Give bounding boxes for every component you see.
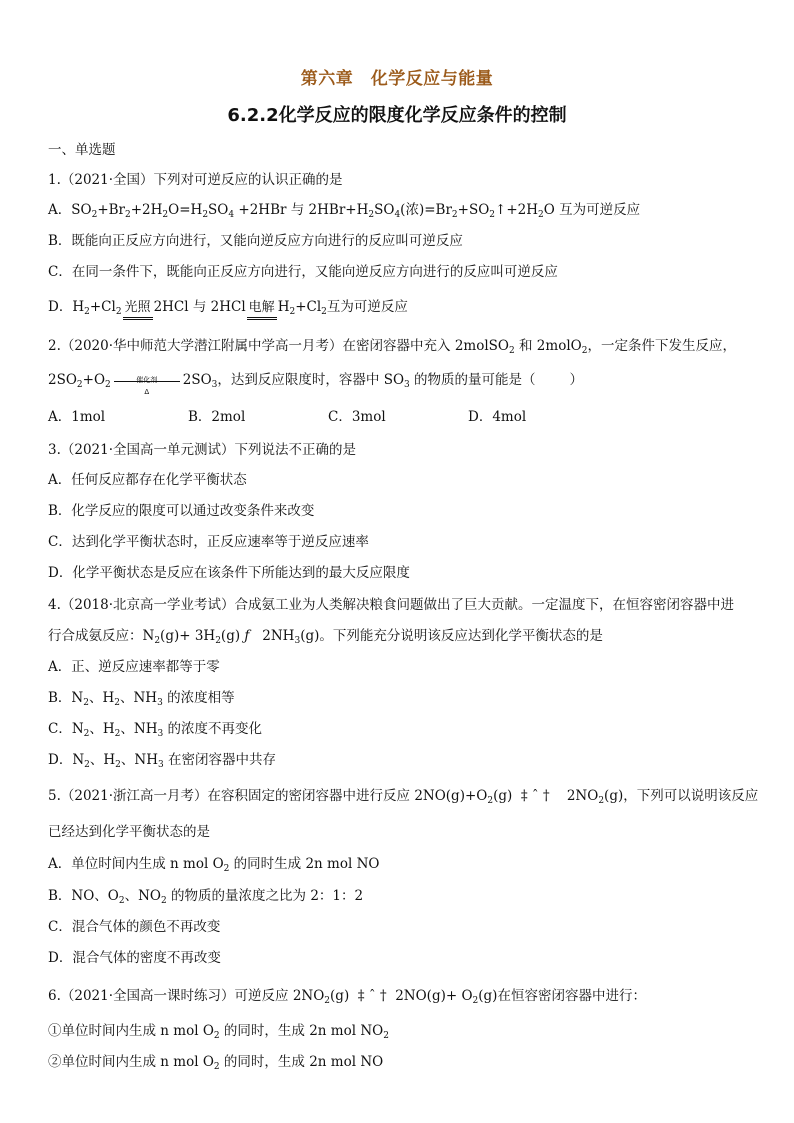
question-6-item-1: ①单位时间内生成 n mol $O_2$ 的同时，生成 2n mol $NO_2$ <box>48 1023 389 1041</box>
lesson-title: 6.2.2化学反应的限度化学反应条件的控制 <box>227 105 567 126</box>
question-1-option-b: B．既能向正反应方向进行，又能向逆反应方向进行的反应叫可逆反应 <box>48 233 463 249</box>
question-3-option-d: D．化学平衡状态是反应在该条件下所能达到的最大反应限度 <box>48 565 410 581</box>
condition-electrolysis: 电解 <box>247 298 277 318</box>
question-1-stem: 1.（2021·全国）下列对可逆反应的认识正确的是 <box>48 172 343 188</box>
question-1-option-c: C．在同一条件下，既能向正反应方向进行，又能向逆反应方向进行的反应叫可逆反应 <box>48 264 558 280</box>
question-4-stem-line1: 4.（2018·北京高一学业考试）合成氨工业为人类解决粮食问题做出了巨大贡献。一定温度下，在恒容密闭容器中进 <box>48 597 735 613</box>
question-2-stem-line1: 2.（2020·华中师范大学潜江附属中学高一月考）在密闭容器中充入 2molSO$_2$ 和 2molO$_2$，一定条件下发生反应， <box>48 338 736 356</box>
question-2-option-a: A．1mol <box>48 409 106 425</box>
question-2-option-d: D．4mol <box>468 409 527 425</box>
question-3-option-b: B．化学反应的限度可以通过改变条件来改变 <box>48 503 315 519</box>
question-5-option-d: D．混合气体的密度不再改变 <box>48 950 221 966</box>
question-2-options <box>48 407 754 427</box>
question-2-option-b: B．2mol <box>188 409 246 425</box>
question-3-option-a: A．任何反应都存在化学平衡状态 <box>48 472 247 488</box>
chapter-heading: 第六章 化学反应与能量 <box>300 69 494 89</box>
question-5-option-a: A．单位时间内生成 n mol $O_2$ 的同时生成 2n mol NO <box>48 856 380 874</box>
question-3-option-c: C．达到化学平衡状态时，正反应速率等于逆反应速率 <box>48 534 369 550</box>
catalyst-arrow: 催化剂 Δ <box>112 371 182 391</box>
question-4-option-c: C．$N_2$、$H_2$、$NH_3$ 的浓度不再变化 <box>48 721 263 739</box>
question-1-option-a: A．$SO_2+Br_2+2H_2O=H_2SO_4 +2HBr$ 与 $2HBr+H_2SO_4$(浓)$=Br_2+SO_2↑+2H_2O$ 互为可逆反应 <box>48 202 641 220</box>
section-heading: 一、单选题 <box>48 142 116 158</box>
question-6-item-2: ②单位时间内生成 n mol $O_2$ 的同时，生成 2n mol NO <box>48 1054 384 1072</box>
question-1-option-d: D．$H_2+Cl_2$ 光照 2HCl 与 2HCl 电解 $H_2+Cl_2$互为可逆反应 <box>48 299 408 317</box>
question-5-stem-line1: 5.（2021·浙江高一月考）在容积固定的密闭容器中进行反应 $2NO(g)+O_2(g)$ ‡ ˆ † $2NO_2(g)$，下列可以说明该反应 <box>48 788 759 806</box>
question-4-option-d: D．$N_2$、$H_2$、$NH_3$ 在密闭容器中共存 <box>48 752 277 770</box>
question-3-stem: 3.（2021·全国高一单元测试）下列说法不正确的是 <box>48 442 357 458</box>
question-4-option-b: B．$N_2$、$H_2$、$NH_3$ 的浓度相等 <box>48 690 235 708</box>
question-5-stem-line2: 已经达到化学平衡状态的是 <box>48 824 210 840</box>
question-4-option-a: A．正、逆反应速率都等于零 <box>48 659 220 675</box>
question-5-option-c: C．混合气体的颜色不再改变 <box>48 919 221 935</box>
question-2-option-c: C．3mol <box>328 409 386 425</box>
question-4-stem-line2: 行合成氨反应：$N_2(g)+ 3H_2(g)$ ƒ $2NH_3(g)$。下列能充分说明该反应达到化学平衡状态的是 <box>48 628 603 646</box>
question-2-stem-line2: $2SO_2+O_2$ 催化剂 Δ $2SO_3$，达到反应限度时，容器中 $SO_3$ 的物质的量可能是（ ） <box>48 372 584 396</box>
question-6-stem: 6.（2021·全国高一课时练习）可逆反应 $2NO_2(g)$ ‡ ˆ † $2NO(g)+ O_2(g)$在恒容密闭容器中进行： <box>48 988 646 1006</box>
question-5-option-b: B．NO、$O_2$、$NO_2$ 的物质的量浓度之比为 2：1：2 <box>48 888 364 906</box>
condition-light: 光照 <box>123 298 153 318</box>
